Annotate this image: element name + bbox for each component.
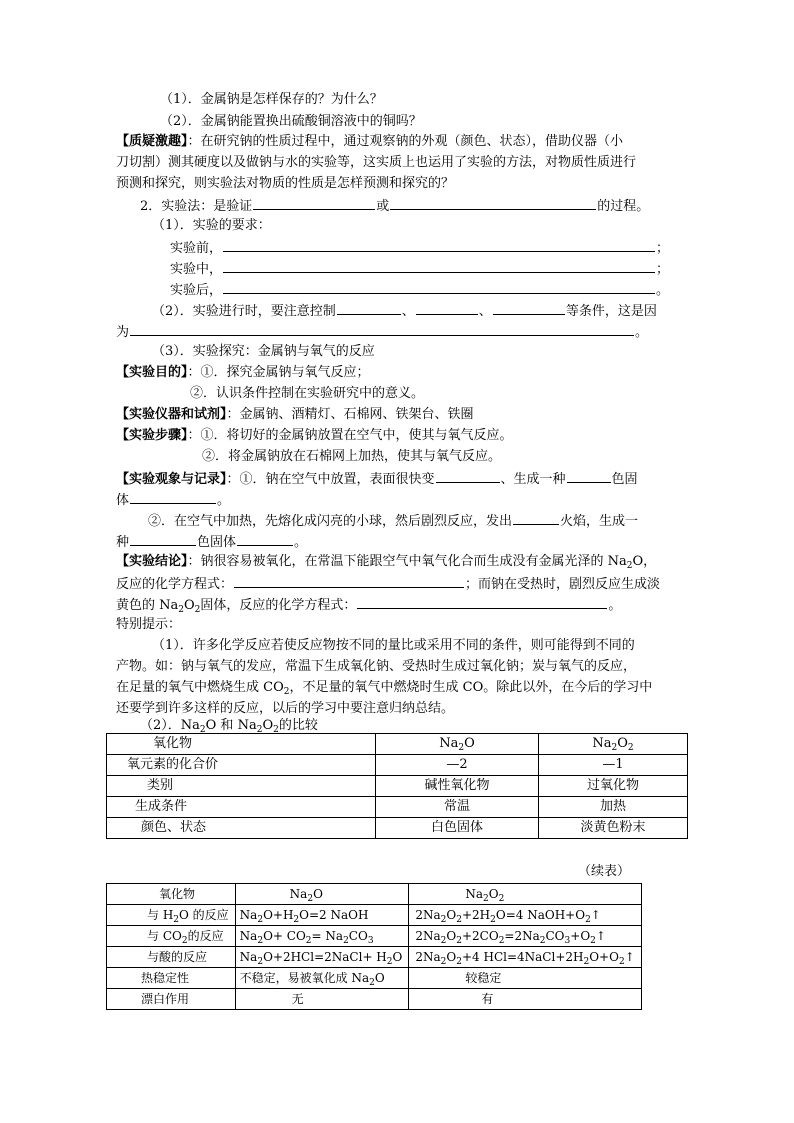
blank-solid-color-2[interactable] [130, 531, 196, 546]
table-cell: 氧元素的化合价 [107, 755, 376, 776]
purpose-line-2: ②．认识条件控制在实验研究中的意义。 [190, 386, 425, 401]
comparison-table [106, 733, 688, 839]
table-cell: 类别 [107, 776, 376, 797]
table-cell: 颜色、状态 [107, 818, 376, 839]
table-row [107, 797, 688, 818]
table-cell: 热稳定性 [107, 968, 236, 989]
equipment-line: 【实验仪器和试剂】：金属钠、酒精灯、石棉网、铁架台、铁圈 [116, 407, 474, 422]
blank-obs-solid[interactable] [130, 489, 216, 504]
zhiyi-line-1: 【质疑激趣】：在研究钠的性质过程中，通过观察钠的外观（颜色、状态），借助仪器（小 [116, 134, 624, 149]
table-row [107, 734, 688, 755]
steps-line-1: 【实验步骤】：①．将切好的金属钠放置在空气中，使其与氧气反应。 [116, 428, 513, 443]
table-cell: $2Na_2O_2+2H_2O=4$ $NaOH+O_2↑$ [409, 905, 641, 926]
table-row [107, 818, 688, 839]
table-cell: 氧化物 [107, 884, 236, 905]
blank-equation-2[interactable] [357, 594, 607, 609]
purpose-line-1: 【实验目的】：①．探究金属钠与氧气反应； [116, 365, 370, 380]
observation-line-4: 种 色固体 。 [116, 531, 307, 551]
table-cell: —1 [539, 755, 688, 776]
blank-solid-2[interactable] [237, 531, 293, 546]
table-cell: 与 $CO_2$的反应 [107, 926, 236, 947]
table-cell: 无 [235, 989, 409, 1010]
blank-verify-2[interactable] [390, 195, 596, 210]
tip-line-3: 在足量的氧气中燃烧生成 $CO_2$，不足量的氧气中燃烧时生成 CO。除此以外，在今后的学习中 [116, 680, 653, 697]
table-cell: 淡黄色粉末 [539, 818, 688, 839]
comparison-title: （2）．$Na_2O$ 和 $Na_2O_2$的比较 [140, 718, 318, 735]
table-row [107, 755, 688, 776]
table-row [107, 926, 642, 947]
table-cell: $Na_2O+2HCl=2NaCl+ H_2O$ [235, 947, 409, 968]
table-cell: 较稳定 [409, 968, 641, 989]
table-cell: 生成条件 [107, 797, 376, 818]
observation-line-2: 体 。 [116, 489, 230, 509]
table-cell: 与酸的反应 [107, 947, 236, 968]
table-cell: 与 $H_2O$ 的反应 [107, 905, 236, 926]
table-cell: —2 [376, 755, 539, 776]
blank-during[interactable] [223, 258, 655, 273]
conclusion-line-1: 【实验结论】：钠很容易被氧化，在常温下能跟空气中氧气化合而生成没有金属光泽的 $Na_2O$， [116, 554, 657, 571]
table-cell: $2Na_2O_2+2CO_2=2Na_2CO_3+O_2↑$ [409, 926, 641, 947]
table-cell: 过氧化物 [539, 776, 688, 797]
table-cell: $Na_2O_2$ [539, 734, 688, 755]
table-cell: 碱性氧化物 [376, 776, 539, 797]
table-cell: 有 [409, 989, 641, 1010]
table-cell: 漂白作用 [107, 989, 236, 1010]
table-row [107, 905, 642, 926]
blank-equation-1[interactable] [234, 573, 464, 588]
table-cell: $Na_2O+ CO_2= Na_2CO_3$ [235, 926, 409, 947]
blank-control-2[interactable] [416, 300, 478, 315]
table-cell: $2Na_2O_2+4$ $HCl=4NaCl+2H_2O+O_2↑$ [409, 947, 641, 968]
tips-title: 特别提示： [116, 617, 182, 632]
table-cell: 常温 [376, 797, 539, 818]
table-cell: 不稳定，易被氧化成 $Na_2O$ [235, 968, 409, 989]
blank-obs-solid-color[interactable] [567, 468, 611, 483]
table-cell: $Na_2O+H_2O=2$ NaOH [235, 905, 409, 926]
question-2: （2）．金属钠能置换出硫酸铜溶液中的铜吗？ [160, 114, 422, 129]
table-cell: $Na_2O_2$ [409, 884, 641, 905]
table-cell: $Na_2O$ [235, 884, 409, 905]
observation-line-1: 【实验观象与记录】：①．钠在空气中放置，表面很快变 、生成一种 色固 [116, 468, 638, 488]
control-line: （2）．实验进行时，要注意控制 、 、 等条件，这是因 [152, 300, 657, 320]
continued-label: （续表） [578, 864, 631, 879]
explore-title: （3）．实验探究：金属钠与氧气的反应 [152, 344, 375, 359]
experiment-method-line: 2．实验法：是验证 或 的过程。 [140, 195, 649, 215]
table-row [107, 776, 688, 797]
blank-control-3[interactable] [493, 300, 565, 315]
steps-line-2: ②．将金属钠放在石棉网上加热，使其与氧气反应。 [202, 449, 502, 464]
table-cell: $Na_2O$ [376, 734, 539, 755]
requirements-title: （1）．实验的要求： [152, 218, 271, 233]
table-row [107, 947, 642, 968]
zhiyi-line-2: 刀切割）测其硬度以及做钠与水的实验等，这实质上也运用了实验的方法，对物质性质进行 [116, 155, 637, 170]
during-line: 实验中， ； [170, 258, 669, 278]
observation-line-3: ②．在空气中加热，先熔化成闪亮的小球，然后剧烈反应，发出 火焰，生成一 [148, 510, 638, 530]
blank-control-reason[interactable] [130, 321, 634, 336]
after-line: 实验后， 。 [170, 279, 669, 299]
zhiyi-line-3: 预测和探究，则实验法对物质的性质是怎样预测和探究的？ [116, 176, 455, 191]
blank-before[interactable] [223, 237, 655, 252]
tip-line-1: （1）．许多化学反应若使反应物按不同的量比或采用不同的条件，则可能得到不同的 [152, 638, 635, 653]
conclusion-line-3: 黄色的 $Na_2O_2$固体，反应的化学方程式： 。 [116, 594, 621, 614]
question-1: （1）．金属钠是怎样保存的？为什么？ [160, 92, 383, 107]
table-row [107, 884, 642, 905]
blank-after[interactable] [223, 279, 655, 294]
tip-line-2: 产物。如：钠与氧气的发应，常温下生成氧化钠、受热时生成过氧化钠；炭与氧气的反应， [116, 659, 637, 674]
control-reason-line: 为 。 [116, 321, 648, 341]
comparison-table-continued [106, 883, 642, 1010]
table-row [107, 989, 642, 1010]
tip-line-4: 还要学到许多这样的反应，以后的学习中要注意归纳总结。 [116, 701, 455, 716]
blank-obs-color[interactable] [436, 468, 500, 483]
table-row [107, 968, 642, 989]
table-cell: 氧化物 [107, 734, 376, 755]
blank-verify-1[interactable] [253, 195, 375, 210]
blank-control-1[interactable] [337, 300, 401, 315]
table-cell: 加热 [539, 797, 688, 818]
table-cell: 白色固体 [376, 818, 539, 839]
blank-flame[interactable] [513, 510, 559, 525]
before-line: 实验前， ； [170, 237, 669, 257]
conclusion-line-2: 反应的化学方程式： ；而钠在受热时，剧烈反应生成淡 [116, 573, 660, 593]
